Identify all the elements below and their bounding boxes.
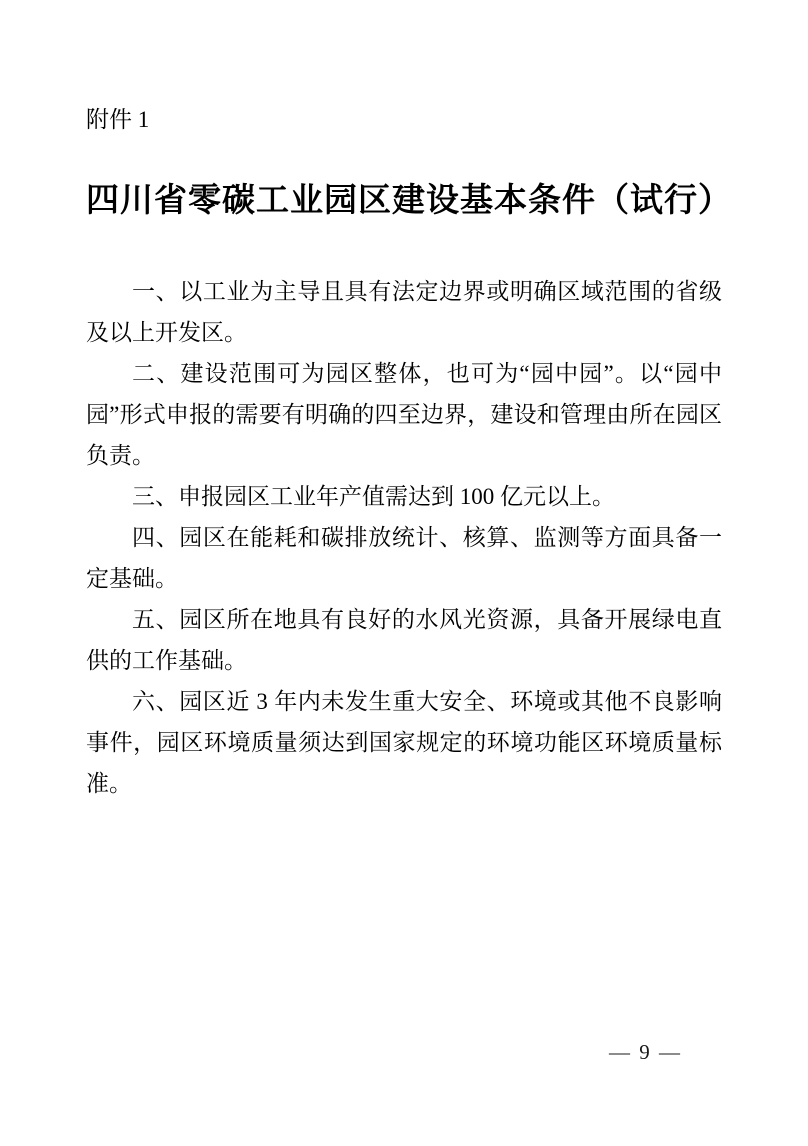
paragraph: 五、园区所在地具有良好的水风光资源，具备开展绿电直供的工作基础。 <box>86 607 722 673</box>
page-title: 四川省零碳工业园区建设基本条件（试行） <box>86 183 732 219</box>
paragraph: 三、申报园区工业年产值需达到 100 亿元以上。 <box>132 484 615 509</box>
document-body <box>86 271 722 804</box>
paragraph: 二、建设范围可为园区整体，也可为“园中园”。以“园中园”形式申报的需要有明确的四至边界，建设和管理由所在园区负责。 <box>86 361 722 468</box>
page-number: — 9 — <box>609 1040 682 1064</box>
paragraph: 四、园区在能耗和碳排放统计、核算、监测等方面具备一定基础。 <box>86 525 722 591</box>
attachment-label: 附件 1 <box>86 107 150 132</box>
paragraph: 一、以工业为主导且具有法定边界或明确区域范围的省级及以上开发区。 <box>86 279 722 345</box>
paragraph: 六、园区近 3 年内未发生重大安全、环境或其他不良影响事件，园区环境质量须达到国家规定的环境功能区环境质量标准。 <box>86 689 722 796</box>
